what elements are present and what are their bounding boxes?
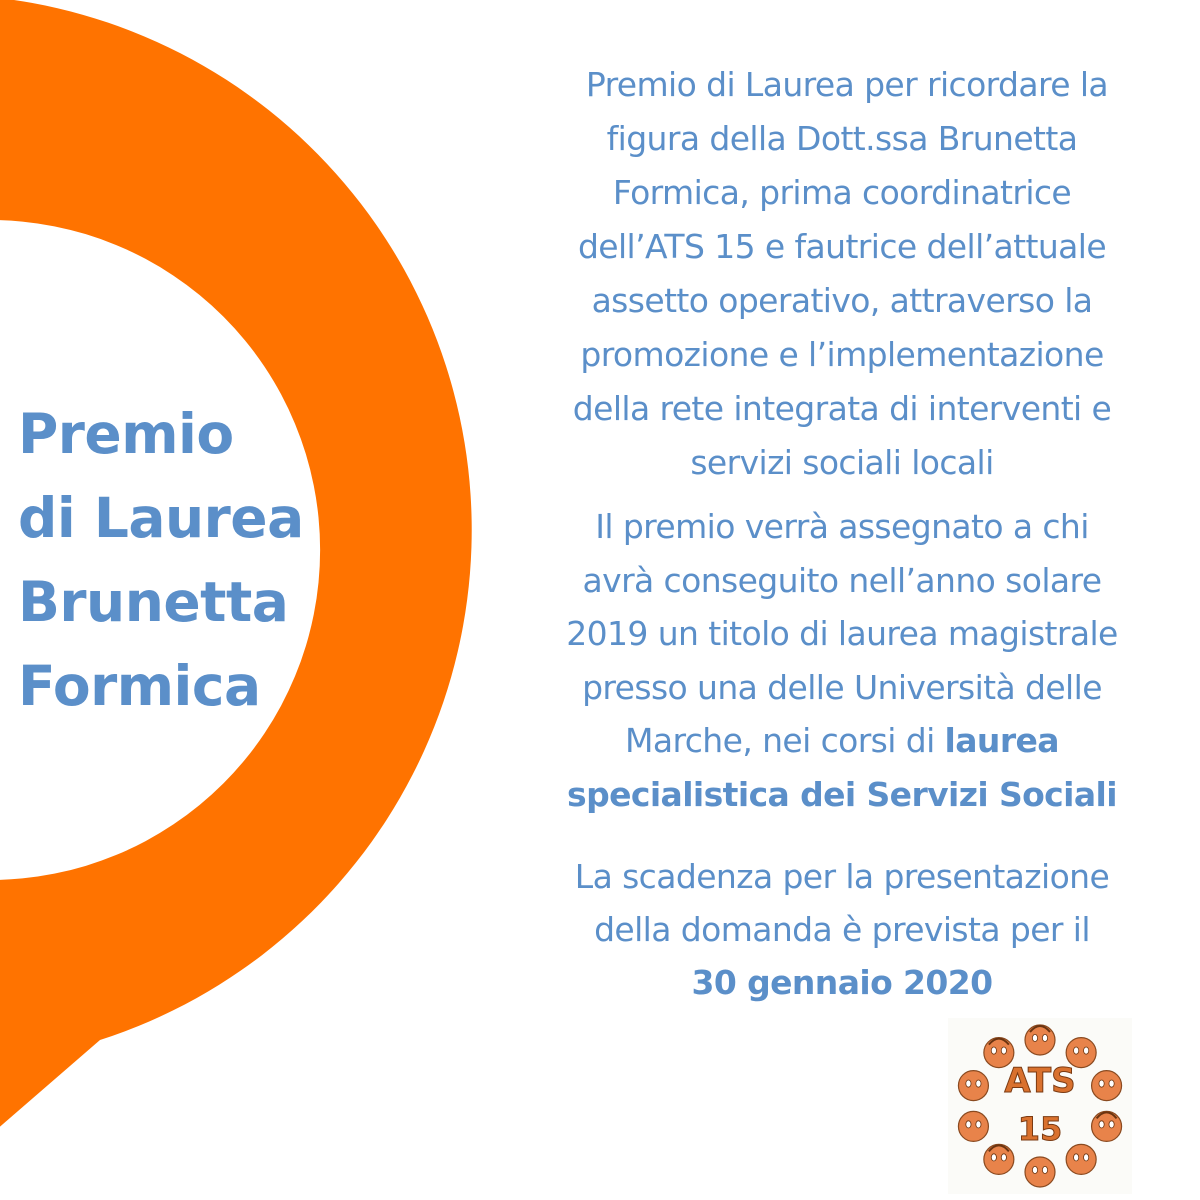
assignment-line: 2019 un titolo di laurea magistrale	[566, 614, 1118, 653]
title-line: Formica	[18, 654, 261, 718]
assignment-line-text: Marche, nei corsi di	[625, 721, 945, 760]
deadline-date: 30 gennaio 2020	[691, 963, 993, 1002]
assignment-line: presso una delle Università delle	[582, 667, 1102, 707]
award-title	[18, 392, 318, 728]
logo-text-ats: ATS	[1004, 1061, 1076, 1101]
description-line: dell’ATS 15 e fautrice dell’attuale	[577, 227, 1107, 266]
logo-figure	[958, 1111, 988, 1141]
degree-course-highlight: laurea	[944, 721, 1059, 760]
description-line: Formica, prima coordinatrice	[612, 173, 1072, 212]
description-line: figura della Dott.ssa Brunetta	[606, 119, 1078, 158]
description-line: della rete integrata di interventi e	[572, 389, 1112, 428]
logo-figure	[1092, 1111, 1122, 1141]
description-line: Premio di Laurea per ricordare la	[575, 65, 1109, 104]
assignment-line: Il premio verrà assegnato a chi	[595, 507, 1089, 546]
title-line: di Laurea	[18, 486, 304, 550]
logo-figure	[1066, 1144, 1096, 1174]
ats15-logo	[948, 1018, 1132, 1194]
description-line: promozione e l’implementazione	[580, 335, 1104, 374]
logo-figure	[1092, 1071, 1122, 1101]
degree-course-highlight: specialistica dei Servizi Sociali	[567, 774, 1117, 814]
award-assignment	[512, 500, 1172, 821]
description-line: servizi sociali locali	[690, 443, 994, 482]
logo-text-15: 15	[1017, 1110, 1063, 1148]
deadline-line: della domanda è prevista per il	[594, 910, 1090, 949]
logo-figure	[958, 1071, 988, 1101]
award-description	[512, 58, 1172, 490]
deadline-notice	[512, 850, 1172, 1009]
deadline-line: La scadenza per la presentazione	[574, 857, 1110, 896]
title-line: Premio	[18, 402, 234, 466]
title-line: Brunetta	[18, 570, 289, 634]
assignment-line	[512, 714, 1172, 768]
logo-figure	[1025, 1157, 1055, 1187]
description-line: assetto operativo, attraverso la	[591, 281, 1093, 320]
logo-figure	[984, 1144, 1014, 1174]
logo-figure	[1025, 1025, 1055, 1055]
assignment-line: avrà conseguito nell’anno solare	[582, 560, 1102, 600]
